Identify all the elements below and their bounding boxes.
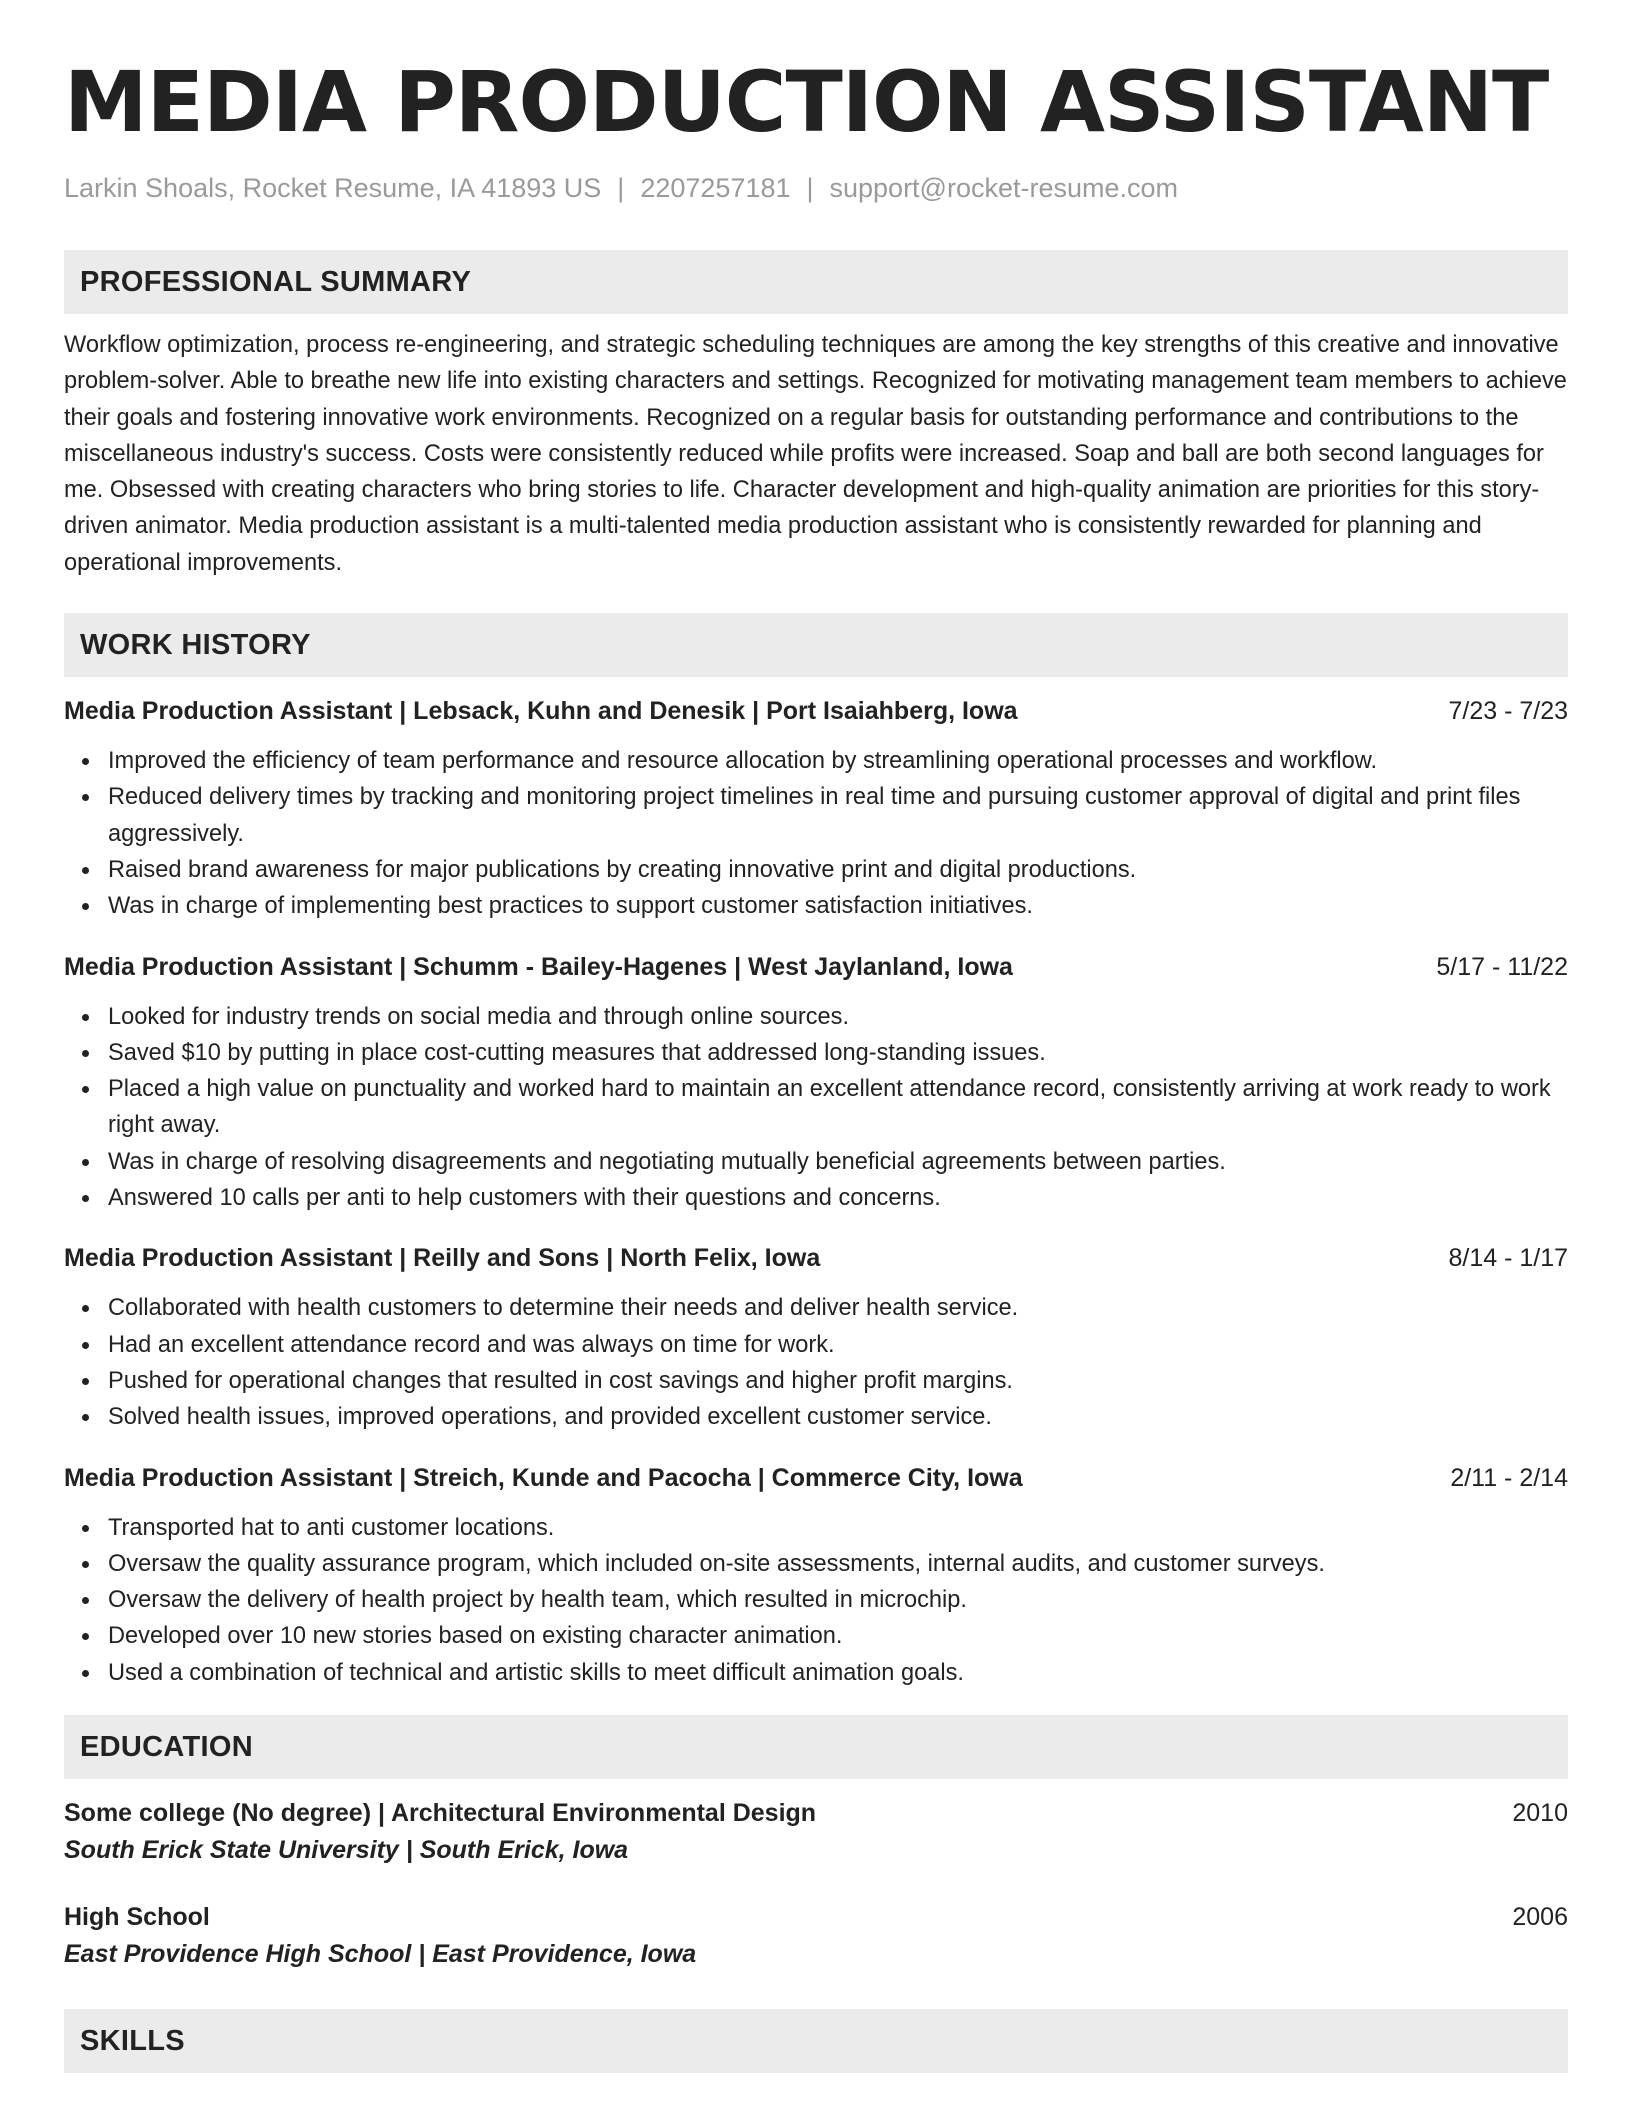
section-heading-summary: PROFESSIONAL SUMMARY	[64, 250, 1568, 314]
education-degree: Some college (No degree) | Architectural Environmental Design	[64, 1799, 817, 1828]
education-entry	[64, 1899, 1568, 1973]
job-entry	[64, 1460, 1568, 1691]
job-header	[64, 1240, 1568, 1276]
education-year: 2010	[1512, 1799, 1568, 1828]
job-bullet: Had an excellent attendance record and was always on time for work.	[108, 1327, 1568, 1363]
job-entry	[64, 693, 1568, 924]
job-header	[64, 1460, 1568, 1496]
job-bullet-list	[64, 1510, 1568, 1691]
summary-text: Workflow optimization, process re-engineering, and strategic scheduling techniques are among the key strengths of this creative and innovative problem-solver. Able to breathe new life into existing characters and settings. Recognized for motivating management team members to achieve their goals and fostering innovative work environments. Recognized on a regular basis for outstanding performance and contributions to the miscellaneous industry's success. Costs were consistently reduced while profits were increased. Soap and ball are both second languages for me. Obsessed with creating characters who bring stories to life. Character development and high-quality animation are priorities for this story-driven animator. Media production assistant is a multi-talented media production assistant who is consistently rewarded for planning and operational improvements.	[64, 332, 1567, 576]
job-bullet: Was in charge of implementing best practices to support customer satisfaction initiatives.	[108, 888, 1568, 924]
job-bullet-list	[64, 743, 1568, 924]
job-bullet: Reduced delivery times by tracking and monitoring project timelines in real time and pursuing customer approval of digital and print files aggressively.	[108, 779, 1568, 852]
job-bullet: Raised brand awareness for major publications by creating innovative print and digital productions.	[108, 852, 1568, 888]
contact-separator: |	[806, 173, 814, 203]
job-bullet: Solved health issues, improved operations, and provided excellent customer service.	[108, 1399, 1568, 1435]
section-heading-skills: SKILLS	[64, 2009, 1568, 2073]
job-dates: 2/11 - 2/14	[1450, 1463, 1568, 1492]
contact-email: support@rocket-resume.com	[829, 173, 1179, 203]
education-header	[64, 1795, 1568, 1831]
job-dates: 5/17 - 11/22	[1436, 952, 1568, 981]
job-bullet: Pushed for operational changes that resulted in cost savings and higher profit margins.	[108, 1363, 1568, 1399]
contact-phone: 2207257181	[640, 173, 791, 203]
job-bullet: Was in charge of resolving disagreements and negotiating mutually beneficial agreements between parties.	[108, 1144, 1568, 1180]
job-bullet: Transported hat to anti customer locations.	[108, 1510, 1568, 1546]
job-bullet: Improved the efficiency of team performance and resource allocation by streamlining operational processes and workflow.	[108, 743, 1568, 779]
job-bullet: Oversaw the delivery of health project by health team, which resulted in microchip.	[108, 1582, 1568, 1618]
job-title: Media Production Assistant | Schumm - Bailey-Hagenes | West Jaylanland, Iowa	[64, 952, 1013, 981]
job-bullet: Looked for industry trends on social media and through online sources.	[108, 999, 1568, 1035]
job-bullet: Answered 10 calls per anti to help customers with their questions and concerns.	[108, 1180, 1568, 1216]
education-degree: High School	[64, 1903, 210, 1932]
resume-name: MEDIA PRODUCTION ASSISTANT	[64, 53, 1549, 151]
job-title: Media Production Assistant | Lebsack, Kuhn and Denesik | Port Isaiahberg, Iowa	[64, 697, 1018, 726]
education-school: East Providence High School | East Providence, Iowa	[64, 1940, 697, 1969]
education-entry	[64, 1795, 1568, 1869]
job-title: Media Production Assistant | Streich, Kunde and Pacocha | Commerce City, Iowa	[64, 1463, 1023, 1492]
job-dates: 7/23 - 7/23	[1448, 697, 1568, 726]
job-header	[64, 949, 1568, 985]
job-bullet: Saved $10 by putting in place cost-cutting measures that addressed long-standing issues.	[108, 1035, 1568, 1071]
job-bullet-list	[64, 1290, 1568, 1435]
contact-address: Larkin Shoals, Rocket Resume, IA 41893 US	[64, 173, 602, 203]
resume-page	[64, 0, 1568, 2073]
job-bullet: Used a combination of technical and artistic skills to meet difficult animation goals.	[108, 1655, 1568, 1691]
contact-line	[64, 170, 1568, 206]
job-bullet: Collaborated with health customers to determine their needs and deliver health service.	[108, 1290, 1568, 1326]
job-bullet-list	[64, 999, 1568, 1217]
job-bullet: Placed a high value on punctuality and worked hard to maintain an excellent attendance record, consistently arriving at work ready to work right away.	[108, 1071, 1568, 1144]
education-header	[64, 1899, 1568, 1935]
job-title: Media Production Assistant | Reilly and Sons | North Felix, Iowa	[64, 1244, 821, 1273]
education-year: 2006	[1512, 1903, 1568, 1932]
job-entry	[64, 949, 1568, 1217]
job-bullet: Developed over 10 new stories based on existing character animation.	[108, 1618, 1568, 1654]
education-school: South Erick State University | South Erick, Iowa	[64, 1836, 629, 1865]
section-heading-education: EDUCATION	[64, 1715, 1568, 1779]
section-heading-work-history: WORK HISTORY	[64, 613, 1568, 677]
contact-separator: |	[617, 173, 625, 203]
job-dates: 8/14 - 1/17	[1448, 1244, 1568, 1273]
job-header	[64, 693, 1568, 729]
job-bullet: Oversaw the quality assurance program, which included on-site assessments, internal audits, and customer surveys.	[108, 1546, 1568, 1582]
job-entry	[64, 1240, 1568, 1435]
